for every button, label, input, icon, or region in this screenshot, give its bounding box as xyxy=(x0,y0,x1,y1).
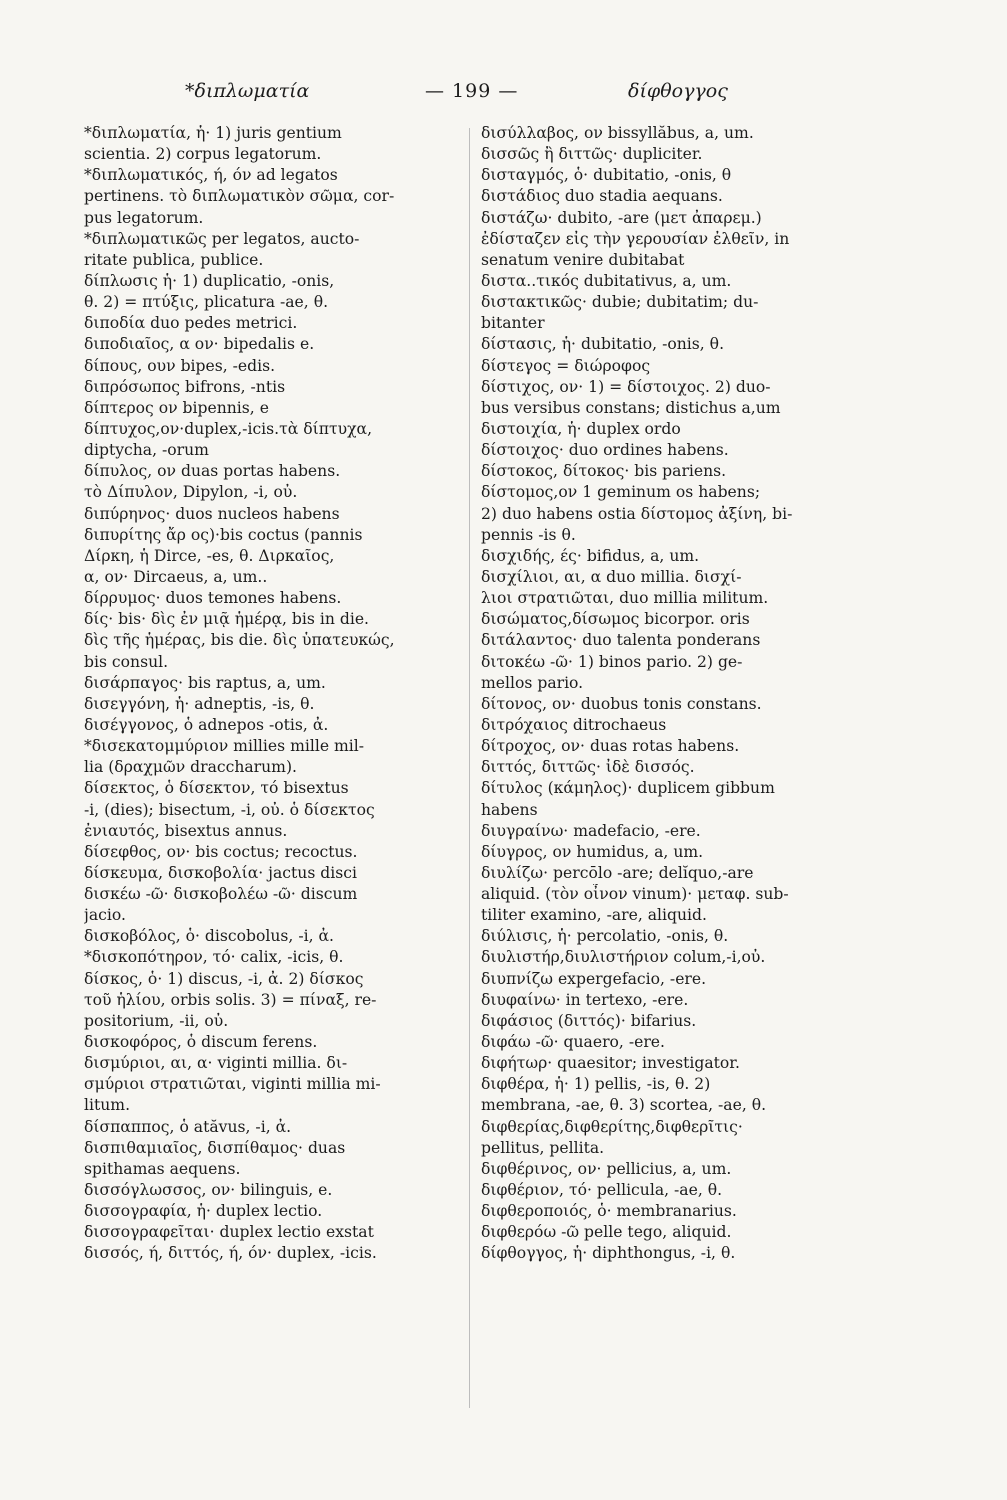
dictionary-line: Δίρκη, ἡ Dirce, -es, θ. Διρκαῖος, xyxy=(84,546,335,565)
dictionary-line: διποδία duo pedes metrici. xyxy=(84,314,298,333)
dictionary-line: δισκέω -ῶ· δισκοβολέω -ῶ· discum xyxy=(84,885,358,904)
dictionary-line: δίτυλος (κάμηλος)· duplicem gibbum xyxy=(481,779,775,798)
dictionary-line: α, ον· Dircaeus, a, um.. xyxy=(84,567,268,586)
dictionary-line: bitanter xyxy=(481,314,545,333)
left-column xyxy=(84,123,461,1265)
dictionary-line: diptycha, -orum xyxy=(84,441,209,460)
dictionary-line: δίστεγος = διώροφος xyxy=(481,356,651,375)
dictionary-line: pertinens. τὸ διπλωματικὸν σῶμα, cor- xyxy=(84,187,395,206)
dictionary-line: διστάδιος duo stadia aequans. xyxy=(481,187,723,206)
dictionary-line: δισύλλαβος, ον bissyllăbus, a, um. xyxy=(481,124,754,142)
dictionary-line: διυγραίνω· madefacio, -ere. xyxy=(481,821,701,840)
dictionary-line: δισεγγόνη, ἡ· adneptis, -is, θ. xyxy=(84,694,315,713)
dictionary-line: δίς· bis· δὶς ἐν μιᾷ ἡμέρᾳ, bis in die. xyxy=(84,610,370,629)
dictionary-line: διπυρίτης ἄρ ος)·bis coctus (pannis xyxy=(84,525,363,544)
dictionary-line: τοῦ ἡλίου, orbis solis. 3) = πίναξ, re- xyxy=(84,990,377,1009)
dictionary-line: tiliter examino, -are, aliquid. xyxy=(481,906,707,925)
dictionary-line: λιοι στρατιῶται, duo millia militum. xyxy=(481,589,769,608)
dictionary-line: *διπλωματικός, ή, όν ad legatos xyxy=(84,166,338,185)
dictionary-line: θ. 2) = πτύξις, plicatura -ae, θ. xyxy=(84,293,329,312)
dictionary-line: *δισεκατομμύριον millies mille mil- xyxy=(84,737,365,756)
dictionary-line: δίσπαππος, ὁ atăvus, -i, ἀ. xyxy=(84,1117,292,1136)
dictionary-line: διστοιχία, ἡ· duplex ordo xyxy=(481,419,681,438)
page-number: — 199 — xyxy=(425,80,519,102)
dictionary-line: δισπιθαμιαῖος, δισπίθαμος· duas xyxy=(84,1138,346,1157)
dictionary-line: διτάλαντος· duo talenta ponderans xyxy=(481,631,761,650)
dictionary-line: scientia. 2) corpus legatorum. xyxy=(84,145,322,164)
dictionary-line: mellos pario. xyxy=(481,673,584,692)
dictionary-line: positorium, -ii, οὐ. xyxy=(84,1011,229,1030)
dictionary-line: bus versibus constans; distichus a,um xyxy=(481,398,781,417)
dictionary-line: δίπους, ουν bipes, -edis. xyxy=(84,356,276,375)
dictionary-line: δίσεφθος, ον· bis coctus; recoctus. xyxy=(84,842,358,861)
running-head-left: *διπλωματία xyxy=(185,80,310,102)
dictionary-line: senatum venire dubitabat xyxy=(481,250,685,269)
dictionary-line: δίστοιχος· duo ordines habens. xyxy=(481,441,729,460)
dictionary-line: διστα..τικός dubitativus, a, um. xyxy=(481,271,732,290)
dictionary-line: habens xyxy=(481,800,538,819)
dictionary-line: δισάρπαγος· bis raptus, a, um. xyxy=(84,673,326,692)
dictionary-line: διττός, διττῶς· ἰδὲ δισσός. xyxy=(481,758,695,777)
dictionary-line: διφθερίας,διφθερίτης,διφθερῖτις· xyxy=(481,1117,743,1136)
dictionary-line: διφθεροποιός, ὁ· membranarius. xyxy=(481,1202,737,1221)
dictionary-line: spithamas aequens. xyxy=(84,1159,241,1178)
dictionary-line: δισέγγονος, ὁ adnepos -otis, ἀ. xyxy=(84,715,329,734)
dictionary-line: διυπνίζω expergefacio, -ere. xyxy=(481,969,707,988)
dictionary-line: διστάζω· dubito, -are (μετ ἀπαρεμ.) xyxy=(481,208,762,227)
dictionary-line: δισσῶς ἢ διττῶς· dupliciter. xyxy=(481,145,703,164)
dictionary-line: τὸ Δίπυλον, Dipylon, -i, οὐ. xyxy=(84,483,298,502)
running-head-right: δίφθογγος xyxy=(628,80,728,102)
dictionary-line: δισσογραφία, ἡ· duplex lectio. xyxy=(84,1202,323,1221)
dictionary-line: δισσός, ή, διττός, ή, όν· duplex, -icis. xyxy=(84,1244,377,1263)
dictionary-line: δίπτυχος,ον·duplex,-icis.τὰ δίπτυχα, xyxy=(84,419,373,438)
dictionary-line: διτοκέω -ῶ· 1) binos pario. 2) ge- xyxy=(481,652,743,671)
dictionary-line: pellitus, pellita. xyxy=(481,1138,605,1157)
dictionary-line: δίρρυμος· duos temones habens. xyxy=(84,589,342,608)
dictionary-line: pennis -is θ. xyxy=(481,525,576,544)
dictionary-line: δισώματος,δίσωμος bicorpor. oris xyxy=(481,610,750,629)
dictionary-line: διπύρηνος· duos nucleos habens xyxy=(84,504,340,523)
dictionary-line: δίσκος, ὁ· 1) discus, -i, ἀ. 2) δίσκος xyxy=(84,969,364,988)
dictionary-line: pus legatorum. xyxy=(84,208,204,227)
dictionary-line: 2) duo habens ostia δίστομος ἀξίνη, bi- xyxy=(481,504,793,523)
dictionary-line: διφάσιος (διττός)· bifarius. xyxy=(481,1011,697,1030)
column-divider xyxy=(469,128,470,1408)
dictionary-line: διυλίζω· percōlo -are; delĭquo,-are xyxy=(481,863,754,882)
dictionary-line: διφθερόω -ῶ pelle tego, aliquid. xyxy=(481,1223,732,1242)
dictionary-line: διύλισις, ἡ· percolatio, -onis, θ. xyxy=(481,927,729,946)
dictionary-line: ritate publica, publice. xyxy=(84,250,264,269)
dictionary-line: διφθέρινος, ον· pellicius, a, um. xyxy=(481,1159,732,1178)
dictionary-line: δισταγμός, ὁ· dubitatio, -onis, θ xyxy=(481,166,732,185)
right-column xyxy=(481,123,859,1265)
dictionary-line: δίφθογγος, ἡ· diphthongus, -i, θ. xyxy=(481,1244,736,1263)
dictionary-line: δίπλωσις ἡ· 1) duplicatio, -onis, xyxy=(84,271,335,290)
dictionary-line: δίσεκτος, ὁ δίσεκτον, τό bisextus xyxy=(84,779,349,798)
dictionary-line: διφθέρα, ἡ· 1) pellis, -is, θ. 2) xyxy=(481,1075,711,1094)
dictionary-line: δὶς τῆς ἡμέρας, bis die. δὶς ὑπατευκώς, xyxy=(84,631,395,650)
dictionary-line: δίστασις, ἡ· dubitatio, -onis, θ. xyxy=(481,335,725,354)
dictionary-line: bis consul. xyxy=(84,652,169,671)
dictionary-line: δίτροχος, ον· duas rotas habens. xyxy=(481,737,740,756)
dictionary-line: δισσογραφεῖται· duplex lectio exstat xyxy=(84,1223,374,1242)
dictionary-line: διυλιστήρ,διυλιστήριον colum,-i,οὐ. xyxy=(481,948,766,967)
dictionary-line: διτρόχαιος ditrochaeus xyxy=(481,715,667,734)
dictionary-line: jacio. xyxy=(84,906,126,925)
dictionary-line: lia (δραχμῶν draccharum). xyxy=(84,758,297,777)
dictionary-line: litum. xyxy=(84,1096,131,1115)
dictionary-line: δισκοβόλος, ὁ· discobolus, -i, ἀ. xyxy=(84,927,334,946)
dictionary-line: διφάω -ῶ· quaero, -ere. xyxy=(481,1033,665,1052)
dictionary-line: *διπλωματία, ἡ· 1) juris gentium xyxy=(84,124,342,142)
dictionary-line: membrana, -ae, θ. 3) scortea, -ae, θ. xyxy=(481,1096,767,1115)
dictionary-line: *διπλωματικῶς per legatos, aucto- xyxy=(84,229,360,248)
dictionary-line: δίστιχος, ον· 1) = δίστοιχος. 2) duo- xyxy=(481,377,771,396)
dictionary-line: δισχιδής, ές· bifidus, a, um. xyxy=(481,546,700,565)
dictionary-line: δίπυλος, ον duas portas habens. xyxy=(84,462,341,481)
dictionary-line: -i, (dies); bisectum, -i, οὐ. ὁ δίσεκτος xyxy=(84,800,375,819)
dictionary-line: δίστοκος, δίτοκος· bis pariens. xyxy=(481,462,727,481)
dictionary-line: *δισκοπότηρον, τό· calix, -icis, θ. xyxy=(84,948,344,967)
dictionary-line: δίπτερος ον bipennis, e xyxy=(84,398,269,417)
dictionary-line: δισσόγλωσσος, ον· bilinguis, e. xyxy=(84,1181,333,1200)
dictionary-line: διστακτικῶς· dubie; dubitatim; du- xyxy=(481,293,759,312)
dictionary-line: σμύριοι στρατιῶται, viginti millia mi- xyxy=(84,1075,381,1094)
dictionary-line: διφήτωρ· quaesitor; investigator. xyxy=(481,1054,741,1073)
dictionary-line: διυφαίνω· in tertexo, -ere. xyxy=(481,990,689,1009)
dictionary-line: δισχίλιοι, αι, α duo millia. δισχί- xyxy=(481,567,742,586)
dictionary-line: δίυγρος, ον humidus, a, um. xyxy=(481,842,704,861)
dictionary-line: δισκοφόρος, ὁ discum ferens. xyxy=(84,1033,318,1052)
dictionary-line: διπρόσωπος bifrons, -ntis xyxy=(84,377,286,396)
dictionary-line: δίστομος,ον 1 geminum os habens; xyxy=(481,483,761,502)
dictionary-line: ἐνιαυτός, bisextus annus. xyxy=(84,821,288,840)
dictionary-line: ἐδίσταζεν εἰς τὴν γερουσίαν ἐλθεῖν, in xyxy=(481,229,790,248)
dictionary-line: διποδιαῖος, α ον· bipedalis e. xyxy=(84,335,315,354)
dictionary-line: δίτονος, ον· duobus tonis constans. xyxy=(481,694,762,713)
dictionary-line: aliquid. (τὸν οἶνον vinum)· μεταφ. sub- xyxy=(481,885,789,904)
dictionary-line: δίσκευμα, δισκοβολία· jactus disci xyxy=(84,863,357,882)
dictionary-line: δισμύριοι, αι, α· viginti millia. δι- xyxy=(84,1054,348,1073)
dictionary-line: διφθέριον, τό· pellicula, -ae, θ. xyxy=(481,1181,723,1200)
